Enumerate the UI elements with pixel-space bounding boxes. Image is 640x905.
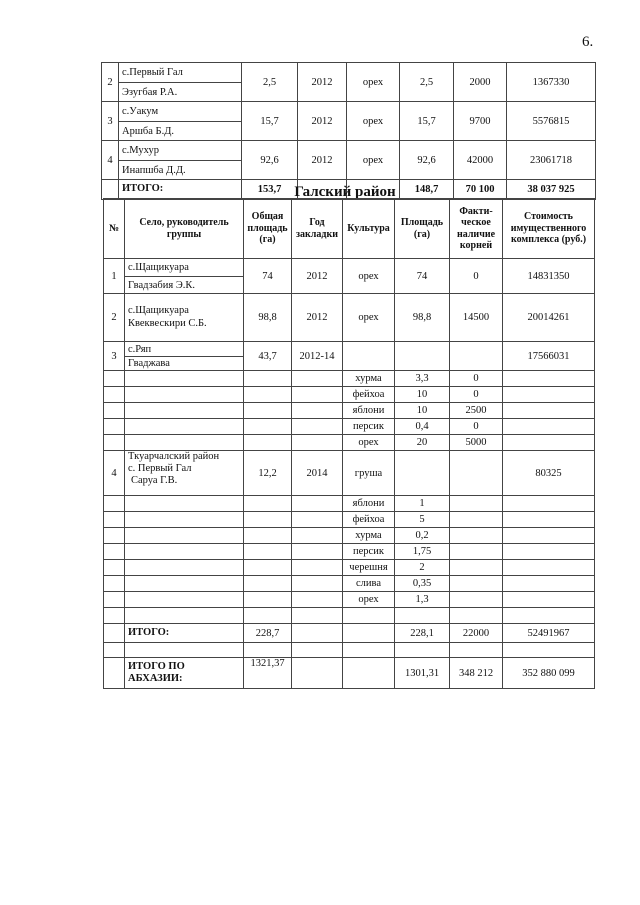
total-cell bbox=[244, 576, 292, 592]
cost-cell: 80325 bbox=[503, 451, 595, 496]
group-leader: Инапшба Д.Д. bbox=[119, 160, 241, 179]
header-row bbox=[104, 199, 595, 259]
group-leader: Аршба Б.Д. bbox=[119, 121, 241, 140]
total-cell bbox=[244, 643, 292, 658]
row-number bbox=[104, 608, 125, 624]
row-number bbox=[104, 512, 125, 528]
name-line: Ткуарчалский район bbox=[128, 451, 220, 462]
area-cell bbox=[395, 643, 450, 658]
village-leader-cell bbox=[125, 259, 244, 294]
row-number: 4 bbox=[102, 141, 119, 180]
roots-cell: 0 bbox=[450, 387, 503, 403]
roots-cell: 14500 bbox=[450, 294, 503, 342]
roots-cell: 42000 bbox=[454, 141, 507, 180]
crop-cell bbox=[343, 342, 395, 371]
village-leader-cell bbox=[125, 403, 244, 419]
total-cell bbox=[244, 560, 292, 576]
roots-cell: 22000 bbox=[450, 624, 503, 643]
row-number bbox=[104, 592, 125, 608]
roots-cell bbox=[450, 544, 503, 560]
village-leader-cell bbox=[125, 576, 244, 592]
village-name: с.Первый Гал bbox=[122, 67, 183, 78]
cost-cell bbox=[503, 592, 595, 608]
total-cell: 2,5 bbox=[242, 63, 298, 102]
year-cell bbox=[292, 608, 343, 624]
column-header: Общая площадь (га) bbox=[244, 199, 292, 259]
village-name: с.Мухур bbox=[122, 145, 159, 156]
total-cell bbox=[244, 387, 292, 403]
crop-cell: орех bbox=[347, 63, 400, 102]
group-leader: Гвадзабия Э.К. bbox=[125, 276, 243, 293]
cost-cell bbox=[503, 544, 595, 560]
year-cell bbox=[292, 512, 343, 528]
year-cell bbox=[292, 435, 343, 451]
area-cell: 1 bbox=[395, 496, 450, 512]
row-number bbox=[104, 496, 125, 512]
area-cell bbox=[395, 451, 450, 496]
column-header: Культура bbox=[343, 199, 395, 259]
row-number bbox=[104, 435, 125, 451]
cost-cell bbox=[503, 387, 595, 403]
area-cell: 10 bbox=[395, 403, 450, 419]
crop-cell: орех bbox=[343, 435, 395, 451]
name-line: ИТОГО: bbox=[122, 183, 164, 195]
roots-cell bbox=[450, 528, 503, 544]
cost-cell bbox=[503, 528, 595, 544]
crop-cell: хурма bbox=[343, 528, 395, 544]
year-cell bbox=[292, 560, 343, 576]
year-cell: 2012 bbox=[298, 63, 347, 102]
cost-cell: 1367330 bbox=[507, 63, 596, 102]
area-cell: 148,7 bbox=[400, 180, 454, 200]
table-row bbox=[104, 496, 595, 512]
village-leader-cell bbox=[125, 387, 244, 403]
table-row bbox=[104, 419, 595, 435]
column-header: Площадь (га) bbox=[395, 199, 450, 259]
village-leader-cell bbox=[125, 371, 244, 387]
roots-cell bbox=[450, 608, 503, 624]
crop-cell: хурма bbox=[343, 371, 395, 387]
column-header: Год закладки bbox=[292, 199, 343, 259]
area-cell: 0,4 bbox=[395, 419, 450, 435]
year-cell: 2012 bbox=[298, 141, 347, 180]
village-name: с.Ряп bbox=[128, 343, 152, 355]
crop-cell: орех bbox=[343, 592, 395, 608]
year-cell bbox=[292, 528, 343, 544]
year-cell: 2014 bbox=[292, 451, 343, 496]
year-cell bbox=[292, 387, 343, 403]
crop-cell: фейхоа bbox=[343, 387, 395, 403]
cost-cell bbox=[503, 608, 595, 624]
crop-cell: персик bbox=[343, 544, 395, 560]
village-leader-cell bbox=[119, 63, 242, 102]
total-cell: 153,7 bbox=[242, 180, 298, 200]
column-header: Стоимость имущественного комплекса (руб.) bbox=[503, 199, 595, 259]
crop-cell: орех bbox=[343, 259, 395, 294]
area-cell: 3,3 bbox=[395, 371, 450, 387]
name-line: Квеквескири С.Б. bbox=[128, 317, 207, 329]
area-cell: 98,8 bbox=[395, 294, 450, 342]
row-number: 1 bbox=[104, 259, 125, 294]
total-cell: 92,6 bbox=[242, 141, 298, 180]
village-leader-cell bbox=[125, 419, 244, 435]
row-number bbox=[104, 544, 125, 560]
cost-cell bbox=[503, 643, 595, 658]
village-leader-cell bbox=[119, 141, 242, 180]
total-cell bbox=[244, 528, 292, 544]
year-cell bbox=[292, 403, 343, 419]
year-cell bbox=[292, 576, 343, 592]
crop-cell: яблони bbox=[343, 403, 395, 419]
village-leader-cell bbox=[125, 294, 244, 342]
row-number bbox=[104, 576, 125, 592]
area-cell bbox=[395, 342, 450, 371]
roots-cell: 2000 bbox=[454, 63, 507, 102]
year-cell: 2012 bbox=[292, 259, 343, 294]
roots-cell bbox=[450, 512, 503, 528]
row-number bbox=[104, 387, 125, 403]
area-cell: 1301,31 bbox=[395, 658, 450, 689]
village-name: с.Щащикуара bbox=[128, 262, 189, 273]
roots-cell: 2500 bbox=[450, 403, 503, 419]
total-cell bbox=[244, 512, 292, 528]
crop-cell: черешня bbox=[343, 560, 395, 576]
cost-cell: 5576815 bbox=[507, 102, 596, 141]
row-number bbox=[104, 560, 125, 576]
total-cell bbox=[244, 544, 292, 560]
total-cell bbox=[244, 608, 292, 624]
table-row bbox=[104, 512, 595, 528]
row-number bbox=[104, 624, 125, 643]
total-cell: 15,7 bbox=[242, 102, 298, 141]
row-number bbox=[104, 403, 125, 419]
total-cell bbox=[244, 371, 292, 387]
year-cell bbox=[292, 419, 343, 435]
name-line: с.Щащикуара bbox=[128, 305, 189, 317]
roots-cell: 0 bbox=[450, 371, 503, 387]
table-row bbox=[104, 608, 595, 624]
roots-cell: 348 212 bbox=[450, 658, 503, 689]
table-row bbox=[104, 451, 595, 496]
total-cell: 74 bbox=[244, 259, 292, 294]
crop-cell bbox=[343, 643, 395, 658]
roots-cell: 5000 bbox=[450, 435, 503, 451]
roots-cell bbox=[450, 560, 503, 576]
cost-cell bbox=[503, 435, 595, 451]
name-line: ИТОГО ПО bbox=[128, 660, 185, 672]
total-cell: 43,7 bbox=[244, 342, 292, 371]
year-cell: 2012 bbox=[298, 102, 347, 141]
cost-cell bbox=[503, 371, 595, 387]
crop-cell: груша bbox=[343, 451, 395, 496]
roots-cell: 70 100 bbox=[454, 180, 507, 200]
crop-cell: персик bbox=[343, 419, 395, 435]
area-cell: 74 bbox=[395, 259, 450, 294]
year-cell bbox=[292, 496, 343, 512]
area-cell: 0,35 bbox=[395, 576, 450, 592]
village-leader-cell bbox=[125, 496, 244, 512]
roots-cell bbox=[450, 592, 503, 608]
area-cell: 0,2 bbox=[395, 528, 450, 544]
table-row bbox=[104, 371, 595, 387]
area-cell: 2,5 bbox=[400, 63, 454, 102]
table-row bbox=[104, 576, 595, 592]
table-row bbox=[102, 63, 596, 102]
table-row bbox=[104, 403, 595, 419]
cost-cell: 23061718 bbox=[507, 141, 596, 180]
table-row bbox=[104, 294, 595, 342]
year-cell: 2012 bbox=[292, 294, 343, 342]
column-header: № bbox=[104, 199, 125, 259]
year-cell bbox=[292, 544, 343, 560]
name-line: Саруа Г.В. bbox=[131, 475, 178, 487]
year-cell bbox=[292, 592, 343, 608]
table-row bbox=[102, 141, 596, 180]
table-row bbox=[104, 387, 595, 403]
total-cell: 228,7 bbox=[244, 624, 292, 643]
cost-cell: 52491967 bbox=[503, 624, 595, 643]
cost-cell: 17566031 bbox=[503, 342, 595, 371]
area-cell: 1,75 bbox=[395, 544, 450, 560]
village-leader-cell bbox=[125, 528, 244, 544]
crop-cell: орех bbox=[343, 294, 395, 342]
row-number: 2 bbox=[102, 63, 119, 102]
cost-cell bbox=[503, 560, 595, 576]
gal-district-table bbox=[103, 198, 595, 689]
area-cell: 10 bbox=[395, 387, 450, 403]
cost-cell: 38 037 925 bbox=[507, 180, 596, 200]
row-number bbox=[104, 371, 125, 387]
name-line: с. Первый Гал bbox=[128, 463, 192, 475]
roots-cell bbox=[450, 451, 503, 496]
village-name: с.Уакум bbox=[122, 106, 159, 117]
area-cell: 228,1 bbox=[395, 624, 450, 643]
row-number: 4 bbox=[104, 451, 125, 496]
table-row bbox=[104, 528, 595, 544]
village-leader-cell bbox=[125, 658, 244, 689]
group-leader: Эзугбая Р.А. bbox=[119, 82, 241, 101]
table-row bbox=[104, 643, 595, 658]
total-cell bbox=[244, 403, 292, 419]
village-leader-cell bbox=[125, 451, 244, 496]
cost-cell: 352 880 099 bbox=[503, 658, 595, 689]
crop-cell bbox=[343, 624, 395, 643]
total-row bbox=[104, 658, 595, 689]
year-cell bbox=[292, 624, 343, 643]
roots-cell bbox=[450, 342, 503, 371]
table-row bbox=[104, 560, 595, 576]
area-cell: 15,7 bbox=[400, 102, 454, 141]
row-number: 3 bbox=[102, 102, 119, 141]
roots-cell bbox=[450, 643, 503, 658]
table-row bbox=[104, 592, 595, 608]
village-leader-cell bbox=[119, 102, 242, 141]
area-cell: 20 bbox=[395, 435, 450, 451]
table-row bbox=[104, 259, 595, 294]
cost-cell bbox=[503, 496, 595, 512]
village-leader-cell bbox=[125, 624, 244, 643]
total-cell bbox=[244, 435, 292, 451]
roots-cell: 0 bbox=[450, 259, 503, 294]
crop-cell: слива bbox=[343, 576, 395, 592]
table-row bbox=[104, 342, 595, 371]
crop-cell: яблони bbox=[343, 496, 395, 512]
village-leader-cell bbox=[125, 560, 244, 576]
row-number bbox=[104, 658, 125, 689]
area-cell: 1,3 bbox=[395, 592, 450, 608]
crop-cell: орех bbox=[347, 102, 400, 141]
name-line: АБХАЗИИ: bbox=[128, 673, 183, 684]
table-row bbox=[104, 435, 595, 451]
cost-cell bbox=[503, 512, 595, 528]
crop-cell: фейхоа bbox=[343, 512, 395, 528]
total-cell bbox=[244, 496, 292, 512]
row-number bbox=[104, 419, 125, 435]
year-cell bbox=[292, 643, 343, 658]
row-number: 3 bbox=[104, 342, 125, 371]
area-cell bbox=[395, 608, 450, 624]
total-cell bbox=[244, 419, 292, 435]
area-cell: 5 bbox=[395, 512, 450, 528]
page-number: 6. bbox=[582, 34, 594, 50]
village-leader-cell bbox=[125, 512, 244, 528]
cost-cell bbox=[503, 403, 595, 419]
roots-cell bbox=[450, 576, 503, 592]
summary-table-top bbox=[101, 62, 596, 200]
column-header: Факти-ческое наличие корней bbox=[450, 199, 503, 259]
group-leader: Гваджава bbox=[125, 356, 243, 370]
total-cell bbox=[244, 592, 292, 608]
year-cell: 2012-14 bbox=[292, 342, 343, 371]
year-cell bbox=[292, 658, 343, 689]
roots-cell: 9700 bbox=[454, 102, 507, 141]
area-cell: 92,6 bbox=[400, 141, 454, 180]
row-number bbox=[104, 528, 125, 544]
table-row bbox=[102, 102, 596, 141]
crop-cell bbox=[343, 608, 395, 624]
row-number: 2 bbox=[104, 294, 125, 342]
area-cell: 2 bbox=[395, 560, 450, 576]
roots-cell bbox=[450, 496, 503, 512]
total-cell: 98,8 bbox=[244, 294, 292, 342]
roots-cell: 0 bbox=[450, 419, 503, 435]
village-leader-cell bbox=[125, 592, 244, 608]
total-cell: 1321,37 bbox=[244, 658, 292, 689]
village-leader-cell bbox=[125, 643, 244, 658]
year-cell bbox=[292, 371, 343, 387]
cost-cell bbox=[503, 576, 595, 592]
name-line: ИТОГО: bbox=[128, 626, 170, 638]
crop-cell: орех bbox=[347, 141, 400, 180]
cost-cell: 14831350 bbox=[503, 259, 595, 294]
village-leader-cell bbox=[125, 342, 244, 371]
table-row bbox=[104, 544, 595, 560]
cost-cell: 20014261 bbox=[503, 294, 595, 342]
village-leader-cell bbox=[125, 608, 244, 624]
row-number bbox=[104, 643, 125, 658]
column-header: Село, руководитель группы bbox=[125, 199, 244, 259]
crop-cell bbox=[343, 658, 395, 689]
cost-cell bbox=[503, 419, 595, 435]
village-leader-cell bbox=[125, 544, 244, 560]
village-leader-cell bbox=[125, 435, 244, 451]
total-row bbox=[104, 624, 595, 643]
section-title: Галский район bbox=[294, 184, 396, 200]
total-cell: 12,2 bbox=[244, 451, 292, 496]
